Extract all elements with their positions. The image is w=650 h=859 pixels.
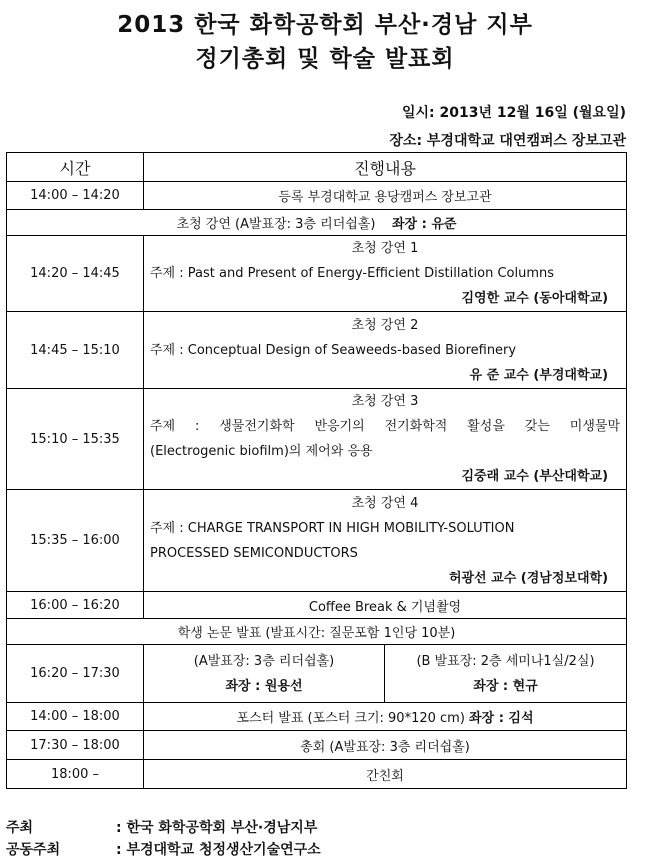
session-b — [385, 645, 627, 703]
table-row — [7, 703, 627, 731]
row-content: 등록 부경대학교 용당캠퍼스 장보고관 — [144, 182, 627, 210]
talk-speaker: 김중래 교수 (부산대학교) — [461, 469, 609, 484]
talk-speaker: 유 준 교수 (부경대학교) — [469, 367, 609, 383]
poster-content: 포스터 발표 (포스터 크기: 90*120 cm) — [236, 711, 465, 726]
invited-talks-header — [7, 210, 627, 236]
talk-topic: 주제 : CHARGE TRANSPORT IN HIGH MOBILITY-SOLUTION — [150, 520, 515, 536]
talk-label: 초청 강연 1 — [351, 241, 419, 256]
row-time: 15:35 – 16:00 — [7, 490, 144, 592]
talk-speaker: 김영한 교수 (동아대학교) — [461, 291, 609, 306]
student-papers-header-row — [7, 619, 627, 645]
table-row — [7, 389, 627, 490]
talk-topic-cont: PROCESSED SEMICONDUCTORS — [150, 545, 358, 561]
table-row — [7, 592, 627, 619]
table-row — [7, 312, 627, 389]
invited-talks-chair: 좌장 : 유준 — [391, 217, 457, 232]
talk-2 — [144, 312, 627, 389]
invited-talks-header-row — [7, 210, 627, 236]
poster-chair: 좌장 : 김석 — [469, 711, 534, 726]
header-content: 진행내용 — [144, 153, 627, 182]
host-value: : 한국 화학공학회 부산·경남지부 — [116, 820, 318, 836]
talk-1 — [144, 236, 627, 312]
header-time: 시간 — [7, 153, 144, 182]
schedule-table — [6, 152, 627, 789]
row-content: 총회 (A발표장: 3층 리더쉽홀) — [144, 731, 627, 760]
table-row — [7, 760, 627, 789]
talk-topic: 주제 : Conceptual Design of Seaweeds-based Biorefinery — [150, 342, 517, 358]
table-row — [7, 645, 627, 703]
row-content: 간친회 — [144, 760, 627, 789]
table-row — [7, 490, 627, 592]
talk-4 — [144, 490, 627, 592]
row-time: 18:00 – — [7, 760, 144, 789]
row-time: 14:00 – 18:00 — [7, 703, 144, 731]
event-place: 장소: 부경대학교 대연캠퍼스 장보고관 — [389, 133, 626, 149]
row-time: 14:45 – 15:10 — [7, 312, 144, 389]
row-time: 15:10 – 15:35 — [7, 389, 144, 490]
row-content — [144, 703, 627, 731]
cohost-label: 공동주최 — [6, 842, 61, 858]
session-b-chair: 좌장 : 현규 — [473, 678, 538, 694]
table-row — [7, 731, 627, 760]
table-row — [7, 182, 627, 210]
row-time: 14:20 – 14:45 — [7, 236, 144, 312]
talk-topic: 주제 : 생물전기화학 반응기의 전기화학적 활성을 갖는 미생물막 — [150, 419, 621, 434]
page-subtitle: 정기총회 및 학술 발표회 — [195, 46, 455, 72]
row-time: 16:00 – 16:20 — [7, 592, 144, 619]
talk-3 — [144, 389, 627, 490]
session-a-room: (A발표장: 3층 리더쉽홀) — [193, 653, 335, 669]
session-b-room: (B 발표장: 2층 세미나1실/2실) — [416, 653, 595, 669]
talk-label: 초청 강연 3 — [351, 394, 419, 409]
talk-topic: 주제 : Past and Present of Energy-Efficient Distillation Columns — [150, 266, 555, 281]
table-header-row — [7, 153, 627, 182]
row-time: 17:30 – 18:00 — [7, 731, 144, 760]
session-a — [144, 645, 385, 703]
footer-host — [6, 817, 317, 837]
footer-cohost — [6, 839, 321, 859]
talk-label: 초청 강연 4 — [351, 495, 419, 511]
student-papers-header: 학생 논문 발표 (발표시간: 질문포함 1인당 10분) — [7, 619, 627, 645]
host-label: 주최 — [6, 820, 34, 836]
event-date: 일시: 2013년 12월 16일 (월요일) — [401, 105, 626, 121]
row-time: 14:00 – 14:20 — [7, 182, 144, 210]
page-title: 2013 한국 화학공학회 부산·경남 지부 — [117, 12, 533, 38]
cohost-value: : 부경대학교 청정생산기술연구소 — [116, 842, 321, 858]
talk-speaker: 허광선 교수 (경남정보대학) — [448, 570, 609, 586]
session-a-chair: 좌장 : 원용선 — [225, 678, 303, 694]
invited-talks-title: 초청 강연 (A발표장: 3층 리더쉽홀) — [176, 217, 376, 232]
row-time: 16:20 – 17:30 — [7, 645, 144, 703]
table-row — [7, 236, 627, 312]
talk-topic-cont: (Electrogenic biofilm)의 제어와 응용 — [150, 444, 373, 459]
talk-label: 초청 강연 2 — [351, 317, 419, 333]
row-content: Coffee Break & 기념촬영 — [144, 592, 627, 619]
